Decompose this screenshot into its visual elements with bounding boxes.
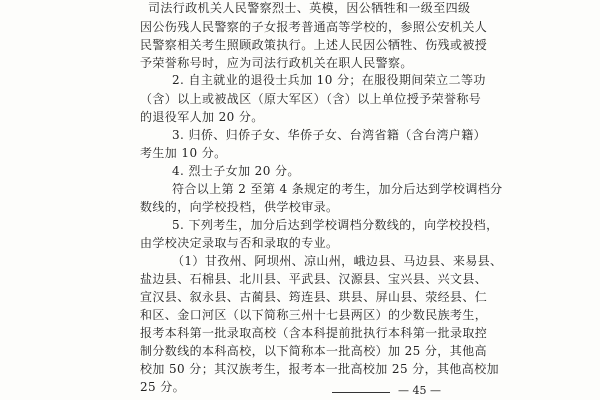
paragraph-line: 制分数线的本科高校，以下简称本一批高校）加 25 分，其他高	[140, 344, 487, 358]
paragraph-line: 3. 归侨、归侨子女、华侨子女、台湾省籍（含台湾户籍）	[172, 128, 487, 142]
paragraph-line: 报考本科第一批录取高校（含本科提前批执行本科第一批录取控	[140, 326, 488, 340]
paragraph-line: 25 分。	[140, 380, 186, 394]
paragraph-line: 2. 自主就业的退役士兵加 10 分；在服役期间荣立二等功	[172, 73, 486, 87]
paragraph-line: 予荣誉称号时，应为司法行政机关在职人民警察。	[140, 56, 413, 70]
paragraph-line: （含）以上或被战区（原大军区）（含）以上单位授予荣誉称号	[140, 92, 482, 106]
footer-rule	[332, 392, 390, 393]
paragraph-line: （1）甘孜州、阿坝州、凉山州，峨边县、马边县、来易县、	[172, 254, 503, 268]
paragraph-line: 民警察相关考生照顾政策执行。上述人民因公牺牲、伤残或被授	[140, 38, 488, 52]
paragraph-line: 5. 下列考生，加分后达到学校调档分数线的，向学校投档，	[172, 218, 499, 232]
paragraph-line: 盐边县、石棉县、北川县、平武县、汉源县、宝兴县、兴文县、	[140, 272, 488, 286]
paragraph-line: 数线的，向学校投档，供学校审录。	[140, 200, 339, 214]
paragraph-line: 司法行政机关人民警察烈士、英模，因公牺牲和一级至四级	[148, 1, 471, 15]
paragraph-line: 的退役军人加 20 分。	[140, 110, 264, 124]
paragraph-line: 由学校决定录取与否和录取的专业。	[140, 236, 339, 250]
paragraph-line: 和区、金口河区（以下简称三州十七县两区）的少数民族考生，	[140, 308, 488, 322]
paragraph-line: 考生加 10 分。	[140, 146, 227, 160]
paragraph-line: 因公伤残人民警察的子女报考普通高等学校的，参照公安机关人	[140, 20, 488, 34]
paragraph-line: 校加 50 分；其汉族考生，报考本一批高校加 25 分，其他高校加	[140, 362, 499, 376]
paragraph-line: 4. 烈士子女加 20 分。	[172, 164, 300, 178]
paragraph-line: 符合以上第 2 至第 4 条规定的考生，加分后达到学校调档分	[172, 182, 503, 196]
page-number: — 45 —	[398, 384, 441, 397]
paragraph-line: 宣汉县、叙永县、古蔺县、筠连县、珙县、屏山县、荥经县、仁	[140, 290, 488, 304]
